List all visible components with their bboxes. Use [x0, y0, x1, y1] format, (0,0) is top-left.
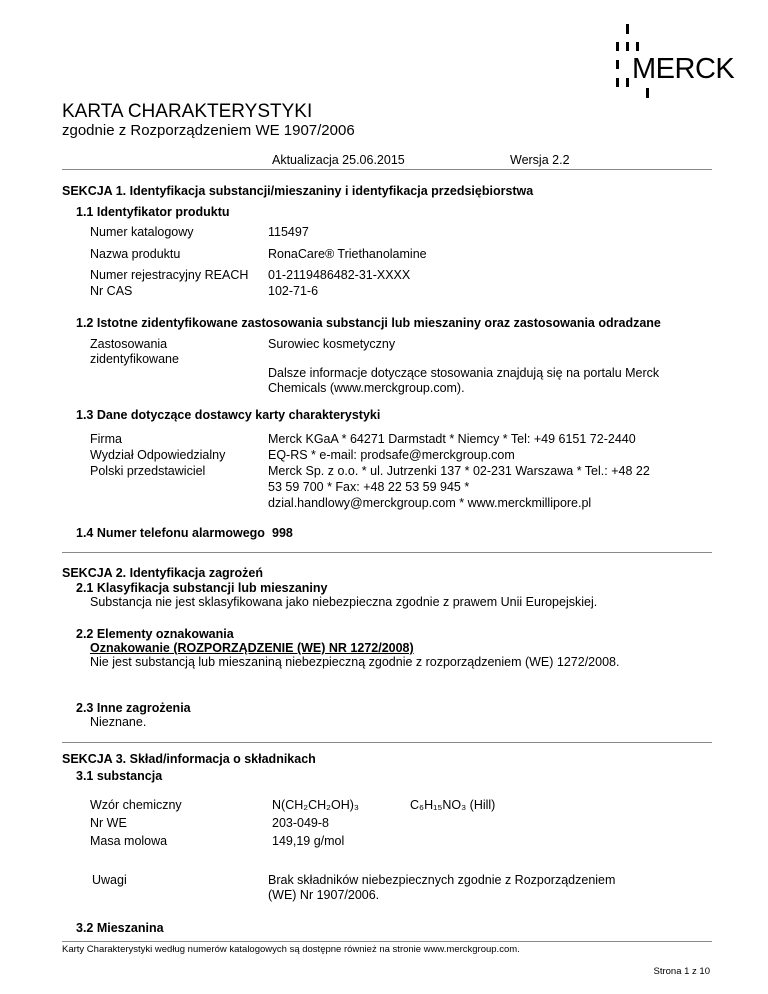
uses-label-line-2: zidentyfikowane — [90, 352, 179, 366]
section-1-divider — [62, 552, 712, 553]
formula-value: N(CH₂CH₂OH)₃ — [272, 798, 360, 812]
catalog-label: Numer katalogowy — [90, 225, 194, 239]
representative-label: Polski przedstawiciel — [90, 464, 206, 478]
uses-more-line-1: Dalsze informacje dotyczące stosowania znajdują się na portalu Merck — [268, 366, 660, 380]
labelling-heading: Oznakowanie (ROZPORZĄDZENIE (WE) NR 1272/2008) — [90, 641, 414, 655]
formula-label: Wzór chemiczny — [90, 798, 182, 812]
logo-dot-8 — [646, 88, 649, 98]
section-2-heading: SEKCJA 2. Identyfikacja zagrożeń — [62, 566, 263, 580]
product-name-label: Nazwa produktu — [90, 247, 181, 261]
logo-dot-6 — [616, 78, 619, 87]
company-value: Merck KGaA * 64271 Darmstadt * Niemcy * Tel: +49 6151 72-2440 — [268, 432, 636, 446]
notes-value-line-1: Brak składników niebezpiecznych zgodnie z Rozporządzeniem — [268, 873, 616, 887]
subsection-1-4: 1.4 Numer telefonu alarmowego — [76, 526, 265, 540]
subsection-1-1: 1.1 Identyfikator produktu — [76, 205, 230, 219]
subsection-3-1: 3.1 substancja — [76, 769, 163, 783]
catalog-value: 115497 — [268, 225, 309, 239]
footer-divider — [62, 941, 712, 942]
update-date: Aktualizacja 25.06.2015 — [272, 153, 405, 167]
logo-dot-2 — [616, 42, 619, 51]
uses-more-line-2: Chemicals (www.merckgroup.com). — [268, 381, 465, 395]
logo-dot-1 — [626, 24, 629, 34]
logo-dot-4 — [636, 42, 639, 51]
page-number: Strona 1 z 10 — [653, 966, 710, 977]
emergency-phone: 998 — [272, 526, 293, 540]
molar-mass-label: Masa molowa — [90, 834, 168, 848]
header-divider — [62, 169, 712, 170]
document-subtitle: zgodnie z Rozporządzeniem WE 1907/2006 — [62, 122, 355, 139]
cas-value: 102-71-6 — [268, 284, 319, 298]
document-title: KARTA CHARAKTERYSTYKI — [62, 101, 313, 122]
logo-dot-3 — [626, 42, 629, 51]
section-3-heading: SEKCJA 3. Skład/informacja o składnikach — [62, 752, 316, 766]
section-2-divider — [62, 742, 712, 743]
other-hazards-text: Nieznane. — [90, 715, 147, 729]
representative-value-line-1: Merck Sp. z o.o. * ul. Jutrzenki 137 * 02-231 Warszawa * Tel.: +48 22 — [268, 464, 650, 478]
version: Wersja 2.2 — [510, 153, 570, 167]
logo-dot-7 — [626, 78, 629, 87]
ec-number-value: 203-049-8 — [272, 816, 329, 830]
reach-value: 01-2119486482-31-XXXX — [268, 268, 411, 282]
subsection-2-1: 2.1 Klasyfikacja substancji lub mieszaniny — [76, 581, 328, 595]
representative-value-line-3: dzial.handlowy@merckgroup.com * www.merckmillipore.pl — [268, 496, 592, 510]
section-1-heading: SEKCJA 1. Identyfikacja substancji/mieszaniny i identyfikacja przedsiębiorstwa — [62, 184, 534, 198]
representative-value-line-2: 53 59 700 * Fax: +48 22 53 59 945 * — [268, 480, 470, 494]
subsection-1-3: 1.3 Dane dotyczące dostawcy karty charakterystyki — [76, 408, 381, 422]
notes-value-line-2: (WE) Nr 1907/2006. — [268, 888, 380, 902]
responsible-value: EQ-RS * e-mail: prodsafe@merckgroup.com — [268, 448, 515, 462]
reach-label: Numer rejestracyjny REACH — [90, 268, 249, 282]
footer-note: Karty Charakterystyki według numerów katalogowych są dostępne również na stronie www.merckgroup.com. — [62, 944, 520, 955]
uses-label-line-1: Zastosowania — [90, 337, 168, 351]
subsection-1-2: 1.2 Istotne zidentyfikowane zastosowania substancji lub mieszaniny oraz zastosowania odradzane — [76, 316, 661, 330]
notes-label: Uwagi — [92, 873, 127, 887]
logo-dot-5 — [616, 60, 619, 69]
uses-value: Surowiec kosmetyczny — [268, 337, 396, 351]
merck-logo — [612, 24, 742, 104]
labelling-text: Nie jest substancją lub mieszaniną niebezpieczną zgodnie z rozporządzeniem (WE) 1272/2008. — [90, 655, 620, 669]
product-name-value: RonaCare® Triethanolamine — [268, 247, 427, 261]
company-label: Firma — [90, 432, 122, 446]
molar-mass-value: 149,19 g/mol — [272, 834, 345, 848]
responsible-label: Wydział Odpowiedzialny — [90, 448, 226, 462]
subsection-3-2: 3.2 Mieszanina — [76, 921, 164, 935]
cas-label: Nr CAS — [90, 284, 133, 298]
hill-formula-value: C₆H₁₅NO₃ (Hill) — [410, 798, 496, 812]
classification-text: Substancja nie jest sklasyfikowana jako niebezpieczna zgodnie z prawem Unii Europejskiej. — [90, 595, 598, 609]
logo-wordmark: MERCK — [632, 53, 735, 85]
subsection-2-3: 2.3 Inne zagrożenia — [76, 701, 191, 715]
ec-number-label: Nr WE — [90, 816, 127, 830]
subsection-2-2: 2.2 Elementy oznakowania — [76, 627, 234, 641]
